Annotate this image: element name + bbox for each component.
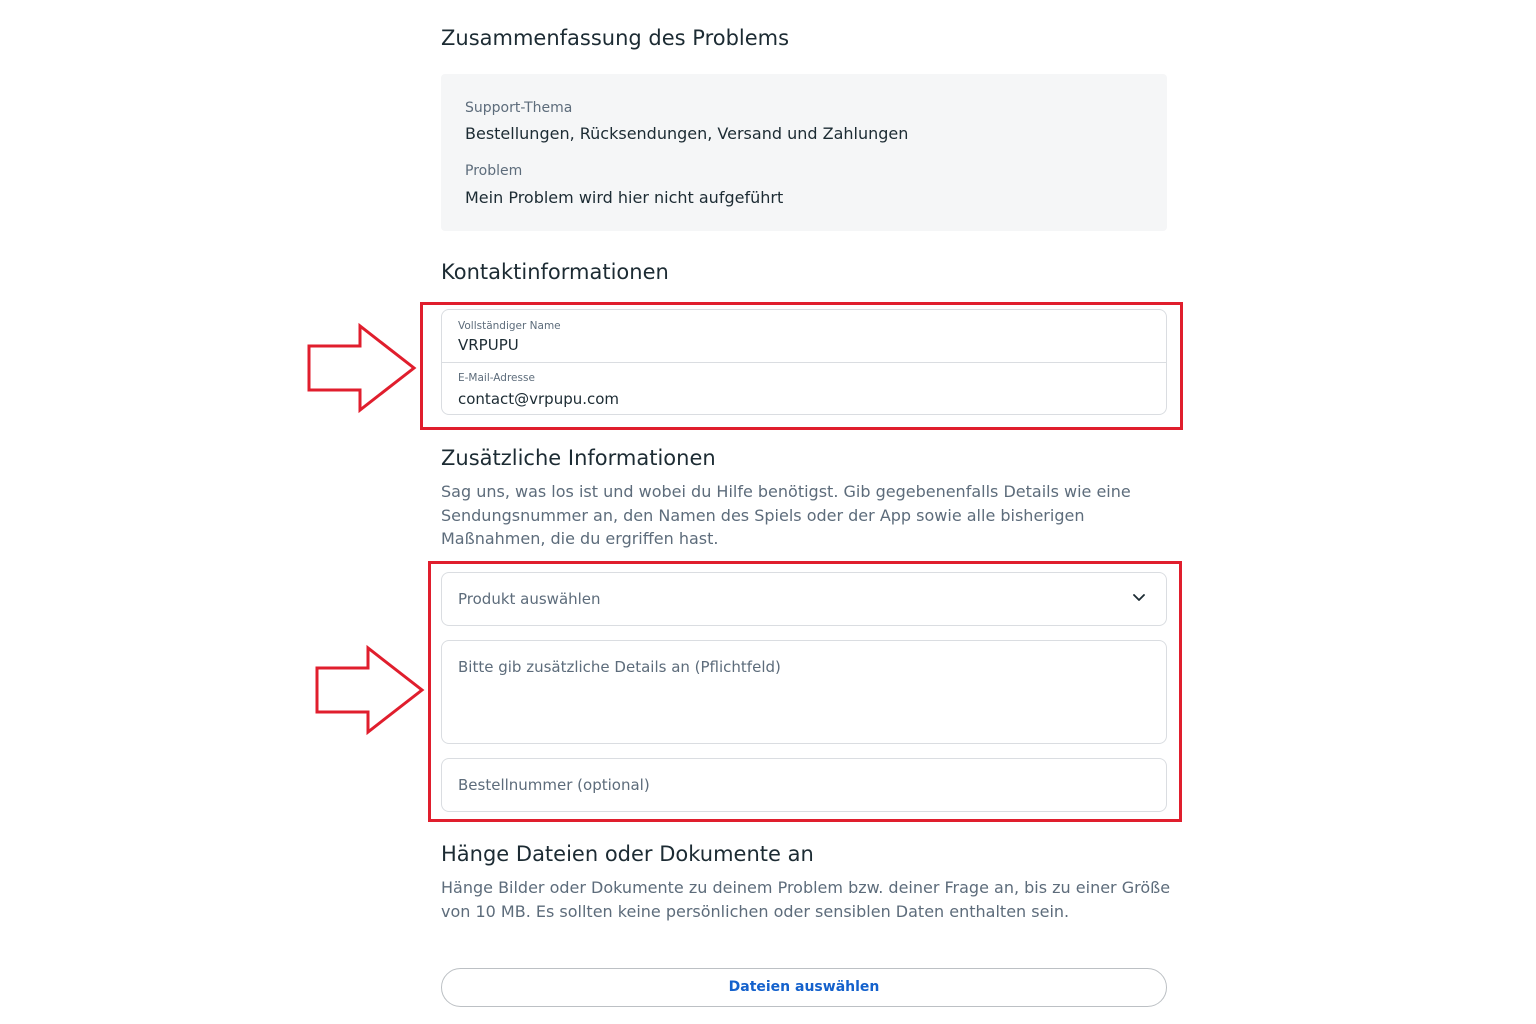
problem-value: Mein Problem wird hier nicht aufgeführt xyxy=(465,188,784,207)
annotation-arrow-icon xyxy=(300,318,425,416)
annotation-frame-contact xyxy=(420,302,1183,430)
attachments-description: Hänge Bilder oder Dokumente zu deinem Problem bzw. deiner Frage an, bis zu einer Größe von 10 MB. Es sollten keine persönlichen oder sensiblen Daten enthalten sein. xyxy=(441,878,1171,921)
support-topic-label: Support-Thema xyxy=(465,100,573,116)
order-number-placeholder: Bestellnummer (optional) xyxy=(458,776,650,794)
additional-info-description: Sag uns, was los ist und wobei du Hilfe benötigst. Gib gegebenenfalls Details wie eine Sendungsnummer an, den Namen des Spiels oder der App sowie alle bisherigen Maßnahmen, die du ergriffen hast. xyxy=(441,482,1131,548)
choose-files-button[interactable]: Dateien auswählen xyxy=(441,968,1167,1007)
support-topic-value: Bestellungen, Rücksendungen, Versand und Zahlungen xyxy=(465,124,909,143)
summary-panel xyxy=(441,74,1167,231)
annotation-frame-additional xyxy=(428,561,1182,822)
full-name-label: Vollständiger Name xyxy=(458,320,561,332)
contact-title: Kontaktinformationen xyxy=(441,260,669,284)
annotation-arrow-icon xyxy=(308,640,433,738)
full-name-field[interactable]: VRPUPU xyxy=(458,336,519,354)
details-placeholder: Bitte gib zusätzliche Details an (Pflichtfeld) xyxy=(458,658,781,676)
summary-title: Zusammenfassung des Problems xyxy=(441,26,790,50)
attachments-title: Hänge Dateien oder Dokumente an xyxy=(441,842,814,866)
problem-label: Problem xyxy=(465,163,523,179)
email-label: E-Mail-Adresse xyxy=(458,372,535,384)
additional-info-title: Zusätzliche Informationen xyxy=(441,446,716,470)
email-field[interactable]: contact@vrpupu.com xyxy=(458,390,620,408)
product-select-placeholder: Produkt auswählen xyxy=(458,590,601,608)
